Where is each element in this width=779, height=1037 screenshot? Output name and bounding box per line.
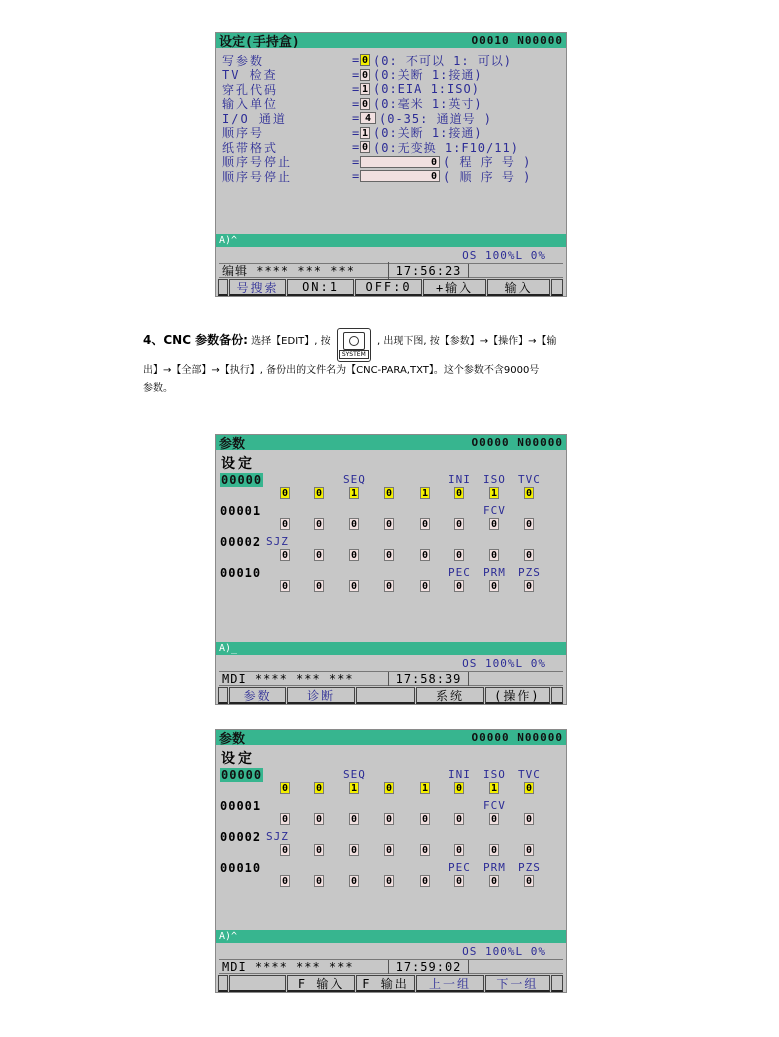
bit-value[interactable]: 1: [350, 783, 358, 794]
setting-value-field[interactable]: 0: [360, 170, 440, 182]
setting-row: [222, 126, 483, 140]
parameter-screen-1: [215, 434, 567, 705]
bit-value[interactable]: 1: [490, 488, 498, 499]
setting-description: ( 程 序 号 ): [443, 155, 532, 169]
section-title: 设定: [221, 751, 255, 767]
setting-label: 输入单位: [222, 97, 279, 111]
bit-value[interactable]: 0: [490, 550, 498, 561]
instruction-paragraph: [143, 320, 643, 398]
equals-sign: =: [352, 154, 360, 169]
bit-value[interactable]: 0: [421, 814, 429, 825]
instruction-text-2: , 出现下图, 按【参数】→【操作】→【输: [376, 336, 557, 347]
bit-value[interactable]: 0: [455, 876, 463, 887]
status-line: [219, 263, 563, 278]
equals-sign: =: [352, 125, 360, 140]
screen-title: 设定(手持盒): [219, 35, 300, 50]
bit-value[interactable]: 0: [525, 783, 533, 794]
bit-value[interactable]: 1: [421, 488, 429, 499]
setting-row: [222, 169, 531, 183]
bit-value[interactable]: 0: [525, 814, 533, 825]
setting-label: 顺序号: [222, 126, 265, 140]
bit-name: PEC: [448, 861, 471, 874]
bit-name: ISO: [483, 768, 506, 781]
bit-value[interactable]: 1: [490, 783, 498, 794]
bit-name: FCV: [483, 504, 506, 517]
bit-value[interactable]: 0: [421, 550, 429, 561]
bit-value[interactable]: 0: [350, 519, 358, 530]
parameter-number[interactable]: 00000: [221, 473, 263, 487]
setting-label: 顺序号停止: [222, 169, 293, 184]
softkey-number-search[interactable]: 号搜索: [229, 279, 286, 296]
bit-name: PZS: [518, 566, 541, 579]
bit-value[interactable]: 0: [421, 845, 429, 856]
softkey-prev-group[interactable]: 上一组: [416, 975, 483, 992]
softkey-left-arrow[interactable]: [218, 279, 228, 296]
setting-label: 顺序号停止: [222, 155, 293, 169]
bit-value[interactable]: 0: [455, 783, 463, 794]
bit-value[interactable]: 0: [315, 519, 323, 530]
program-number: O0010 N00000: [471, 34, 563, 47]
bit-name: PZS: [518, 861, 541, 874]
setting-label: I/O 通道: [222, 111, 287, 126]
softkey-bar: [218, 975, 564, 992]
mode-indicator: MDI **** *** ***: [219, 672, 389, 686]
section-title: 设定: [221, 456, 255, 472]
title-bar: [216, 33, 566, 48]
section-heading: 4、CNC 参数备份:: [143, 333, 248, 347]
bit-value[interactable]: 0: [385, 581, 393, 592]
bit-value[interactable]: 0: [315, 876, 323, 887]
bit-value[interactable]: 0: [385, 783, 393, 794]
bit-value[interactable]: 0: [315, 488, 323, 499]
parameter-number: 00010: [220, 861, 262, 875]
setting-row: [222, 97, 483, 111]
input-prompt[interactable]: A)_: [216, 642, 566, 655]
program-number: O0000 N00000: [471, 731, 563, 744]
screen-title: 参数: [219, 732, 246, 747]
bit-value[interactable]: 0: [315, 845, 323, 856]
softkey-blank[interactable]: [229, 975, 286, 992]
softkey-bar: [218, 279, 564, 296]
bit-name: SJZ: [266, 535, 289, 548]
bit-value[interactable]: 0: [455, 814, 463, 825]
softkey-operation[interactable]: (操作): [485, 687, 550, 704]
setting-label: TV 检查: [222, 68, 278, 82]
bit-value[interactable]: 0: [385, 488, 393, 499]
bit-name: ISO: [483, 473, 506, 486]
bit-value[interactable]: 0: [315, 814, 323, 825]
equals-sign: =: [352, 82, 360, 96]
setting-value-field[interactable]: 1: [361, 127, 369, 139]
bit-value[interactable]: 0: [281, 488, 289, 499]
bit-value[interactable]: 0: [455, 488, 463, 499]
setting-label: 写参数: [222, 53, 265, 68]
input-prompt[interactable]: A)^: [216, 930, 566, 943]
bit-value[interactable]: 0: [281, 845, 289, 856]
bit-value[interactable]: 0: [350, 876, 358, 887]
mode-indicator: MDI **** *** ***: [219, 960, 389, 974]
bit-value[interactable]: 0: [315, 581, 323, 592]
bit-name: SEQ: [343, 768, 366, 781]
title-bar: [216, 435, 566, 450]
setting-label: 纸带格式: [222, 140, 279, 155]
bit-value[interactable]: 1: [350, 488, 358, 499]
bit-value[interactable]: 0: [350, 550, 358, 561]
instruction-line-3: 参数。: [143, 383, 173, 394]
softkey-left-arrow[interactable]: [218, 687, 228, 704]
bit-value[interactable]: 0: [281, 783, 289, 794]
bit-name: PEC: [448, 566, 471, 579]
equals-sign: =: [352, 140, 360, 154]
bit-name: PRM: [483, 861, 506, 874]
bit-name: INI: [448, 473, 471, 486]
equals-sign: =: [352, 96, 360, 111]
softkey-off[interactable]: OFF:0: [355, 279, 422, 296]
program-number: O0000 N00000: [471, 436, 563, 449]
bit-name: SJZ: [266, 830, 289, 843]
system-key-caption: SYSTEM: [339, 350, 369, 359]
bit-value[interactable]: 0: [455, 581, 463, 592]
instruction-line-2: 出】→【全部】→【执行】, 备份出的文件名为【CNC-PARA,TXT】。这个参数不含9000号: [143, 365, 540, 376]
setting-row: [222, 82, 480, 96]
setting-description: (0: 不可以 1: 可以): [373, 53, 513, 68]
setting-description: (0:关断 1:接通): [373, 68, 483, 82]
bit-value[interactable]: 0: [281, 581, 289, 592]
setting-label: 穿孔代码: [222, 82, 279, 97]
softkey-blank[interactable]: [356, 687, 415, 704]
softkey-f-output[interactable]: F 输出: [356, 975, 415, 992]
screen-title: 参数: [219, 437, 246, 452]
bit-value[interactable]: 0: [421, 519, 429, 530]
bit-value[interactable]: 0: [525, 845, 533, 856]
setting-value-field[interactable]: 0: [361, 142, 369, 153]
equals-sign: =: [352, 53, 360, 67]
status-line: [219, 671, 563, 686]
setting-description: (0:EIA 1:ISO): [373, 82, 480, 96]
bit-value[interactable]: 0: [525, 550, 533, 561]
setting-row: [222, 53, 512, 67]
softkey-diagnosis[interactable]: 诊断: [287, 687, 354, 704]
softkey-plus-input[interactable]: +输入: [423, 279, 486, 296]
setting-value-field[interactable]: 1: [361, 84, 369, 95]
softkey-right-arrow[interactable]: [551, 975, 563, 992]
setting-description: (0:无变换 1:F10/11): [373, 140, 519, 155]
bit-value[interactable]: 0: [350, 845, 358, 856]
equals-sign: =: [352, 111, 360, 125]
override-status: OS 100%L 0%: [462, 249, 546, 262]
input-prompt[interactable]: A)^: [216, 234, 566, 247]
bit-value[interactable]: 0: [281, 814, 289, 825]
override-status: OS 100%L 0%: [462, 945, 546, 958]
parameter-screen-2: [215, 729, 567, 993]
override-status: OS 100%L 0%: [462, 657, 546, 670]
softkey-next-group[interactable]: 下一组: [485, 975, 550, 992]
parameter-number: 00001: [220, 799, 262, 813]
softkey-system[interactable]: 系统: [416, 687, 483, 704]
setting-value-field[interactable]: 0: [361, 69, 369, 81]
bit-value[interactable]: 0: [490, 814, 498, 825]
softkey-right-arrow[interactable]: [551, 279, 563, 296]
bit-value[interactable]: 0: [455, 550, 463, 561]
softkey-input[interactable]: 输入: [487, 279, 550, 296]
bit-value[interactable]: 0: [421, 876, 429, 887]
bit-value[interactable]: 0: [421, 581, 429, 592]
softkey-parameter[interactable]: 参数: [229, 687, 286, 704]
setting-description: (0:关断 1:接通): [373, 126, 483, 140]
parameter-number: 00002: [220, 830, 262, 844]
setting-value-field[interactable]: 0: [360, 156, 440, 168]
setting-row: [222, 140, 519, 154]
bit-value[interactable]: 0: [525, 519, 533, 530]
clock: 17:58:39: [389, 672, 469, 686]
bit-name: TVC: [518, 473, 541, 486]
clock: 17:59:02: [389, 960, 469, 974]
setting-value-field[interactable]: 0: [361, 55, 369, 66]
equals-sign: =: [352, 67, 360, 82]
system-key-icon: [337, 328, 371, 362]
bit-name: SEQ: [343, 473, 366, 486]
bit-value[interactable]: 0: [525, 876, 533, 887]
bit-name: TVC: [518, 768, 541, 781]
bit-value[interactable]: 0: [385, 845, 393, 856]
mode-indicator: 编辑 **** *** ***: [219, 262, 389, 279]
bit-value[interactable]: 0: [385, 550, 393, 561]
setting-value-field[interactable]: 4: [360, 112, 376, 124]
parameter-number[interactable]: 00000: [221, 768, 263, 782]
bit-value[interactable]: 0: [490, 581, 498, 592]
bit-value[interactable]: 1: [421, 783, 429, 794]
bit-value[interactable]: 0: [490, 876, 498, 887]
softkey-f-input[interactable]: F 输入: [287, 975, 354, 992]
softkey-bar: [218, 687, 564, 704]
status-line: [219, 959, 563, 974]
setting-row: [222, 111, 492, 125]
equals-sign: =: [352, 169, 360, 183]
softkey-on[interactable]: ON:1: [287, 279, 354, 296]
bit-value[interactable]: 0: [385, 876, 393, 887]
bit-name: PRM: [483, 566, 506, 579]
setting-value-field[interactable]: 0: [361, 98, 369, 110]
bit-value[interactable]: 0: [281, 550, 289, 561]
softkey-left-arrow[interactable]: [218, 975, 228, 992]
bit-value[interactable]: 0: [385, 814, 393, 825]
setting-description: (0:毫米 1:英寸): [373, 97, 483, 111]
bit-value[interactable]: 0: [455, 845, 463, 856]
bit-name: INI: [448, 768, 471, 781]
bit-value[interactable]: 0: [350, 814, 358, 825]
bit-value[interactable]: 0: [281, 876, 289, 887]
setting-row: [222, 155, 531, 169]
bit-value[interactable]: 0: [490, 845, 498, 856]
parameter-number: 00002: [220, 535, 262, 549]
bit-value[interactable]: 0: [281, 519, 289, 530]
parameter-number: 00010: [220, 566, 262, 580]
instruction-text-1: 选择【EDIT】, 按: [251, 336, 331, 347]
parameter-number: 00001: [220, 504, 262, 518]
bit-value[interactable]: 0: [315, 783, 323, 794]
bit-value[interactable]: 0: [350, 581, 358, 592]
bit-name: FCV: [483, 799, 506, 812]
setting-description: (0-35: 通道号 ): [379, 111, 493, 126]
setting-row: [222, 68, 483, 82]
bit-value[interactable]: 0: [315, 550, 323, 561]
setting-screen: [215, 32, 567, 297]
bit-value[interactable]: 0: [385, 519, 393, 530]
title-bar: [216, 730, 566, 745]
setting-description: ( 顺 序 号 ): [443, 169, 532, 184]
softkey-right-arrow[interactable]: [551, 687, 563, 704]
bit-value[interactable]: 0: [525, 581, 533, 592]
clock: 17:56:23: [389, 264, 469, 278]
bit-value[interactable]: 0: [455, 519, 463, 530]
bit-value[interactable]: 0: [525, 488, 533, 499]
bit-value[interactable]: 0: [490, 519, 498, 530]
